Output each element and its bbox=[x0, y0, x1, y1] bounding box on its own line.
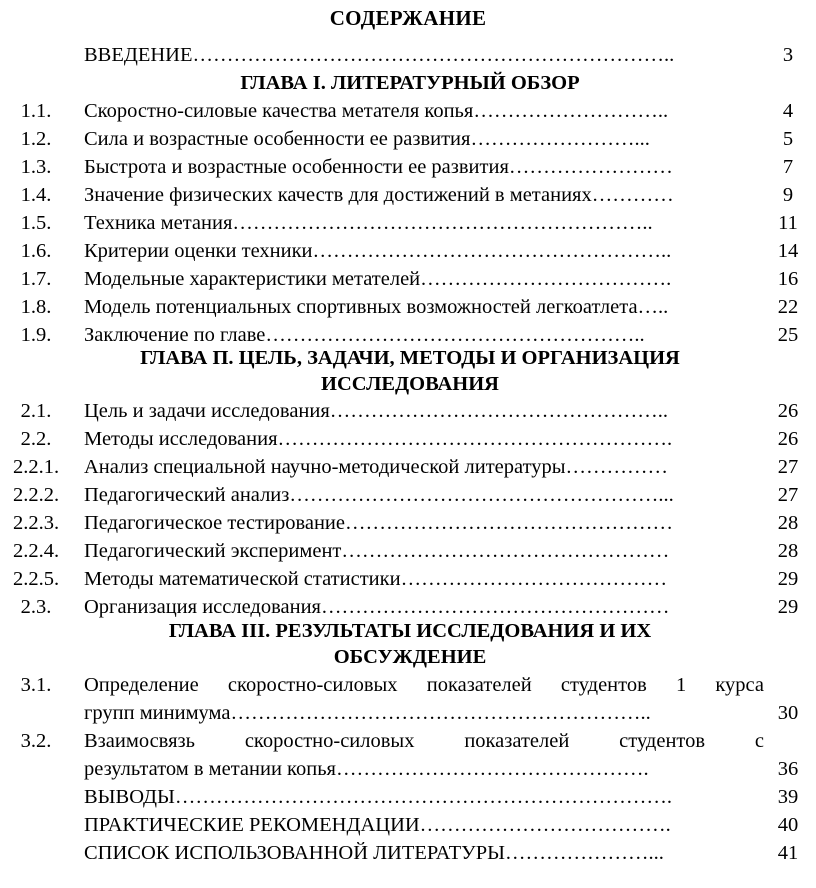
toc-entry-text: Педагогическое тестирование………………………………………… bbox=[84, 512, 673, 534]
page-title: СОДЕРЖАНИЕ bbox=[329, 6, 487, 30]
toc-entry-page: 3 bbox=[782, 44, 794, 66]
toc-entry-conclusions bbox=[0, 782, 816, 812]
toc-entry-references bbox=[0, 838, 816, 868]
toc-entry-page: 27 bbox=[777, 456, 799, 478]
toc-entry-text: результатом в метании копья………………………………………. bbox=[84, 758, 649, 780]
toc-entry-page: 7 bbox=[782, 156, 794, 178]
toc-entry bbox=[0, 424, 816, 454]
toc-entry-text: Педагогический анализ………………………………………………... bbox=[84, 484, 674, 506]
toc-entry-text: Методы исследования…………………………………………………. bbox=[84, 428, 673, 450]
toc-entry bbox=[0, 96, 816, 126]
chapter-heading-3-continued: ОБСУЖДЕНИЕ bbox=[333, 646, 487, 668]
toc-entry-page: 26 bbox=[777, 428, 799, 450]
toc-entry-page: 28 bbox=[777, 512, 799, 534]
toc-entry-page: 41 bbox=[777, 842, 799, 864]
toc-entry-page: 30 bbox=[777, 702, 799, 724]
toc-entry bbox=[0, 508, 816, 538]
toc-entry-page: 4 bbox=[782, 100, 794, 122]
toc-entry-number: 1.2. bbox=[20, 128, 52, 150]
toc-entry-multiline bbox=[0, 670, 816, 700]
chapter-heading-1: ГЛАВА I. ЛИТЕРАТУРНЫЙ ОБЗОР bbox=[240, 72, 580, 94]
toc-entry-text: Техника метания…………………………………………………….. bbox=[84, 212, 653, 234]
toc-entry bbox=[0, 564, 816, 594]
toc-entry bbox=[0, 264, 816, 294]
toc-entry-number: 1.6. bbox=[20, 240, 52, 262]
toc-entry-number: 3.1. bbox=[20, 674, 52, 696]
toc-entry-page: 9 bbox=[782, 184, 794, 206]
toc-entry-number: 1.8. bbox=[20, 296, 52, 318]
toc-entry-text: СПИСОК ИСПОЛЬЗОВАННОЙ ЛИТЕРАТУРЫ…………………... bbox=[84, 842, 664, 864]
chapter-heading-3: ГЛАВА III. РЕЗУЛЬТАТЫ ИССЛЕДОВАНИЯ И ИХ bbox=[168, 620, 652, 642]
toc-entry-number: 2.3. bbox=[20, 596, 52, 618]
toc-entry-page: 29 bbox=[777, 568, 799, 590]
toc-entry-text: Скоростно-силовые качества метателя копья……………………….. bbox=[84, 100, 669, 122]
toc-entry-text: ПРАКТИЧЕСКИЕ РЕКОМЕНДАЦИИ………………………………. bbox=[84, 814, 671, 836]
chapter-heading-2: ГЛАВА П. ЦЕЛЬ, ЗАДАЧИ, МЕТОДЫ И ОРГАНИЗАЦИЯ bbox=[140, 347, 680, 369]
toc-entry-page: 5 bbox=[782, 128, 794, 150]
toc-entry-text: Значение физических качеств для достижений в метаниях………… bbox=[84, 184, 674, 206]
toc-entry bbox=[0, 236, 816, 266]
toc-entry bbox=[0, 536, 816, 566]
toc-entry-number: 2.2. bbox=[20, 428, 52, 450]
toc-entry-page: 16 bbox=[777, 268, 799, 290]
toc-entry-number: 2.1. bbox=[20, 400, 52, 422]
toc-entry-text: Организация исследования…………………………………………… bbox=[84, 596, 670, 618]
toc-entry-continuation bbox=[0, 754, 816, 784]
toc-entry-number: 1.5. bbox=[20, 212, 52, 234]
toc-entry-text: Критерии оценки техники…………………………………………….. bbox=[84, 240, 672, 262]
toc-entry-number: 1.3. bbox=[20, 156, 52, 178]
toc-entry-text: Сила и возрастные особенности ее развития……………………... bbox=[84, 128, 650, 150]
toc-entry-page: 28 bbox=[777, 540, 799, 562]
toc-entry-number: 2.2.3. bbox=[12, 512, 60, 534]
toc-entry-number: 2.2.1. bbox=[12, 456, 60, 478]
toc-entry-number: 1.7. bbox=[20, 268, 52, 290]
toc-entry-text: Взаимосвязь скоростно-силовых показателей студентов с bbox=[84, 730, 764, 752]
toc-entry-page: 39 bbox=[777, 786, 799, 808]
toc-entry-recommendations bbox=[0, 810, 816, 840]
toc-entry-text: Педагогический эксперимент………………………………………… bbox=[84, 540, 670, 562]
toc-entry-text: ВЫВОДЫ………………………………………………………………. bbox=[84, 786, 672, 808]
toc-entry bbox=[0, 292, 816, 322]
toc-entry-number: 1.9. bbox=[20, 324, 52, 346]
toc-entry-text: Методы математической статистики………………………………… bbox=[84, 568, 668, 590]
toc-entry-page: 36 bbox=[777, 758, 799, 780]
toc-entry-number: 2.2.2. bbox=[12, 484, 60, 506]
toc-entry bbox=[0, 452, 816, 482]
toc-entry-continuation bbox=[0, 698, 816, 728]
toc-entry-page: 22 bbox=[777, 296, 799, 318]
toc-entry-text: Цель и задачи исследования………………………………………….. bbox=[84, 400, 669, 422]
toc-entry-page: 26 bbox=[777, 400, 799, 422]
toc-entry-page: 25 bbox=[777, 324, 799, 346]
toc-entry-number: 2.2.4. bbox=[12, 540, 60, 562]
chapter-heading-2-continued: ИССЛЕДОВАНИЯ bbox=[321, 373, 499, 395]
toc-entry-number: 1.4. bbox=[20, 184, 52, 206]
toc-entry-text: Заключение по главе……………………………………………….. bbox=[84, 324, 645, 346]
toc-entry bbox=[0, 124, 816, 154]
toc-entry bbox=[0, 152, 816, 182]
toc-entry-text: Модельные характеристики метателей………………………………. bbox=[84, 268, 672, 290]
toc-entry bbox=[0, 396, 816, 426]
toc-entry-number: 2.2.5. bbox=[12, 568, 60, 590]
toc-entry bbox=[0, 208, 816, 238]
toc-entry-text: ВВЕДЕНИЕ…………………………………………………………….. bbox=[84, 44, 675, 66]
toc-entry-text: групп минимума…………………………………………………….. bbox=[84, 702, 651, 724]
toc-entry-text: Анализ специальной научно-методической литературы…………… bbox=[84, 456, 669, 478]
toc-entry bbox=[0, 480, 816, 510]
toc-entry bbox=[0, 180, 816, 210]
toc-entry-multiline bbox=[0, 726, 816, 756]
toc-entry-page: 14 bbox=[777, 240, 799, 262]
toc-entry-page: 29 bbox=[777, 596, 799, 618]
toc-entry-page: 27 bbox=[777, 484, 799, 506]
toc-entry-text: Определение скоростно-силовых показателей студентов 1 курса bbox=[84, 674, 764, 696]
toc-entry-intro bbox=[0, 40, 816, 70]
toc-entry-page: 11 bbox=[778, 212, 798, 234]
toc-entry-text: Модель потенциальных спортивных возможностей легкоатлета….. bbox=[84, 296, 669, 318]
toc-entry-number: 3.2. bbox=[20, 730, 52, 752]
toc-entry-page: 40 bbox=[777, 814, 799, 836]
toc-entry-text: Быстрота и возрастные особенности ее развития…………………… bbox=[84, 156, 673, 178]
toc-entry-number: 1.1. bbox=[20, 100, 52, 122]
